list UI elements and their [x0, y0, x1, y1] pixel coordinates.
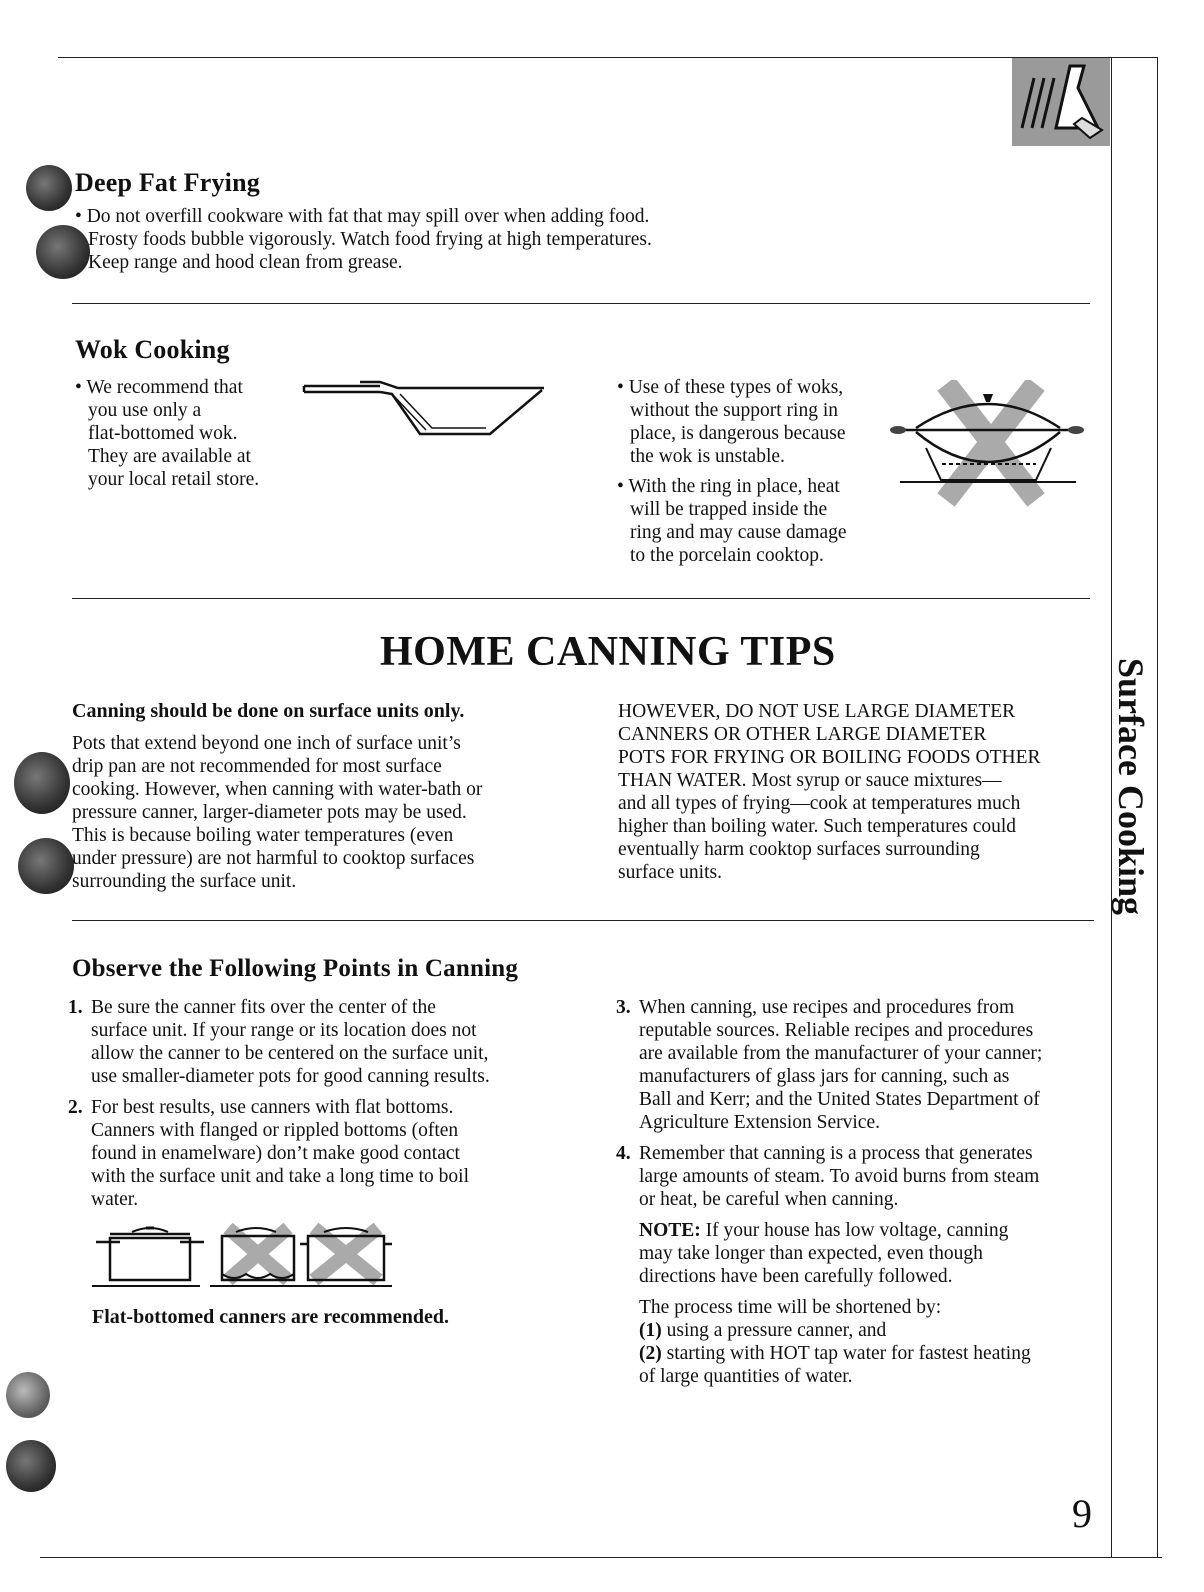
note-text: If your house has low voltage, canning [700, 1220, 1009, 1241]
process-step-1 [639, 1319, 1039, 1342]
list-line: Canners with flanged or rippled bottoms (often [91, 1120, 459, 1141]
punch-hole-4 [18, 838, 74, 894]
page-number: 9 [1072, 1491, 1092, 1536]
wok-left-line: • We recommend that [75, 377, 243, 398]
list-line: Be sure the canner fits over the center of the [91, 997, 436, 1018]
page-edge [1157, 57, 1158, 1557]
note-label: NOTE: [639, 1220, 701, 1241]
divider-2 [72, 598, 1090, 599]
list-line: use smaller-diameter pots for good canning results. [91, 1066, 490, 1087]
wok-left-line: They are available at [88, 446, 251, 467]
deep-fat-line-2: Frosty foods bubble vigorously. Watch food frying at high temperatures. [88, 229, 652, 250]
list-line: are available from the manufacturer of your canner; [639, 1043, 1043, 1064]
list-item-3 [616, 996, 1042, 1134]
wok-right-line: • With the ring in place, heat [617, 476, 840, 497]
canning-left-line: Pots that extend beyond one inch of surface unit’s [72, 733, 461, 754]
process-step-text: using a pressure canner, and [661, 1320, 887, 1341]
canning-left-text [72, 732, 482, 893]
list-line: For best results, use canners with flat bottoms. [91, 1097, 454, 1118]
note-line: directions have been carefully followed. [639, 1266, 953, 1287]
canning-left-line: This is because boiling water temperatures (even [72, 825, 454, 846]
canning-left-line: pressure canner, larger-diameter pots may be used. [72, 802, 467, 823]
wok-right-line: the wok is unstable. [630, 446, 785, 467]
process-step-number: (2) [639, 1343, 662, 1364]
observe-left-column [68, 996, 490, 1211]
canners-illustration [92, 1222, 402, 1292]
wok-left-line: your local retail store. [88, 469, 260, 490]
list-line: Ball and Kerr; and the United States Department of [639, 1089, 1040, 1110]
divider-1 [72, 303, 1090, 304]
list-line: reputable sources. Reliable recipes and procedures [639, 1020, 1034, 1041]
top-rule [58, 57, 1158, 58]
note-line: may take longer than expected, even though [639, 1243, 983, 1264]
wok-right-line: to the porcelain cooktop. [630, 545, 824, 566]
observe-heading: Observe the Following Points in Canning [72, 955, 519, 982]
wok-left-line: you use only a [88, 400, 202, 421]
list-item-1 [68, 996, 490, 1088]
deep-fat-heading: Deep Fat Frying [75, 168, 260, 197]
wok-right-text [617, 376, 847, 567]
observe-right-column [616, 996, 1042, 1388]
wok-heading: Wok Cooking [75, 335, 230, 364]
punch-hole-1 [26, 165, 72, 211]
list-number: 2. [68, 1097, 83, 1118]
punch-hole-3 [14, 752, 70, 814]
canning-right-line: POTS FOR FRYING OR BOILING FOODS OTHER [618, 747, 1041, 768]
punch-hole-5 [6, 1372, 50, 1418]
list-number: 3. [616, 997, 631, 1018]
process-step-2-cont: of large quantities of water. [639, 1366, 853, 1387]
canners-caption: Flat-bottomed canners are recommended. [92, 1306, 449, 1328]
wok-right-line: will be trapped inside the [630, 499, 828, 520]
list-line: manufacturers of glass jars for canning, such as [639, 1066, 1010, 1087]
bottom-rule [40, 1557, 1162, 1558]
list-number: 4. [616, 1143, 631, 1164]
note-line [639, 1219, 1039, 1242]
wok-right-line: place, is dangerous because [630, 423, 846, 444]
list-line: Remember that canning is a process that generates [639, 1143, 1033, 1164]
process-step-text: starting with HOT tap water for fastest heating [661, 1343, 1031, 1364]
canning-right-line: and all types of frying—cook at temperatures much [618, 793, 1021, 814]
canning-right-text [618, 700, 1041, 884]
canning-right-line: eventually harm cooktop surfaces surrounding [618, 839, 980, 860]
canning-left-line: cooking. However, when canning with water-bath or [72, 779, 483, 800]
canning-right-line: CANNERS OR OTHER LARGE DIAMETER [618, 724, 987, 745]
punch-hole-6 [6, 1440, 56, 1492]
side-tab-label: Surface Cooking [1111, 658, 1151, 916]
list-item-2 [68, 1096, 490, 1211]
list-line: large amounts of steam. To avoid burns from steam [639, 1166, 1040, 1187]
canning-left-line: under pressure) are not harmful to cooktop surfaces [72, 848, 475, 869]
deep-fat-line-1: • Do not overfill cookware with fat that may spill over when adding food. [75, 206, 650, 227]
canning-right-line: surface units. [618, 862, 722, 883]
home-canning-title: HOME CANNING TIPS [380, 629, 836, 675]
divider-3 [72, 920, 1094, 921]
canning-left-heading: Canning should be done on surface units only. [72, 700, 465, 722]
punch-hole-2 [36, 225, 90, 279]
list-line: surface unit. If your range or its location does not [91, 1020, 477, 1041]
list-item-4 [616, 1142, 1042, 1388]
list-number: 1. [68, 997, 83, 1018]
process-step-number: (1) [639, 1320, 662, 1341]
canning-right-line: higher than boiling water. Such temperatures could [618, 816, 1017, 837]
list-line: water. [91, 1189, 139, 1210]
list-line: allow the canner to be centered on the surface unit, [91, 1043, 489, 1064]
surface-cooking-icon [1012, 58, 1110, 146]
wok-left-text [75, 376, 259, 491]
list-line: or heat, be careful when canning. [639, 1189, 899, 1210]
canning-right-line: HOWEVER, DO NOT USE LARGE DIAMETER [618, 701, 1016, 722]
list-line: Agriculture Extension Service. [639, 1112, 880, 1133]
process-intro: The process time will be shortened by: [639, 1297, 942, 1318]
flat-bottom-wok-illustration [300, 374, 550, 444]
deep-fat-line-3: Keep range and hood clean from grease. [88, 252, 403, 273]
wok-right-line: ring and may cause damage [630, 522, 847, 543]
list-line: When canning, use recipes and procedures from [639, 997, 1015, 1018]
round-wok-with-ring-illustration [886, 380, 1091, 510]
canning-left-line: surrounding the surface unit. [72, 871, 297, 892]
process-step-2 [639, 1342, 1039, 1365]
canning-right-line: THAN WATER. Most syrup or sauce mixtures— [618, 770, 1002, 791]
wok-right-line: • Use of these types of woks, [617, 377, 844, 398]
list-line: found in enamelware) don’t make good contact [91, 1143, 460, 1164]
wok-left-line: flat-bottomed wok. [88, 423, 238, 444]
list-line: with the surface unit and take a long time to boil [91, 1166, 469, 1187]
canning-left-line: drip pan are not recommended for most surface [72, 756, 442, 777]
wok-right-line: without the support ring in [630, 400, 838, 421]
